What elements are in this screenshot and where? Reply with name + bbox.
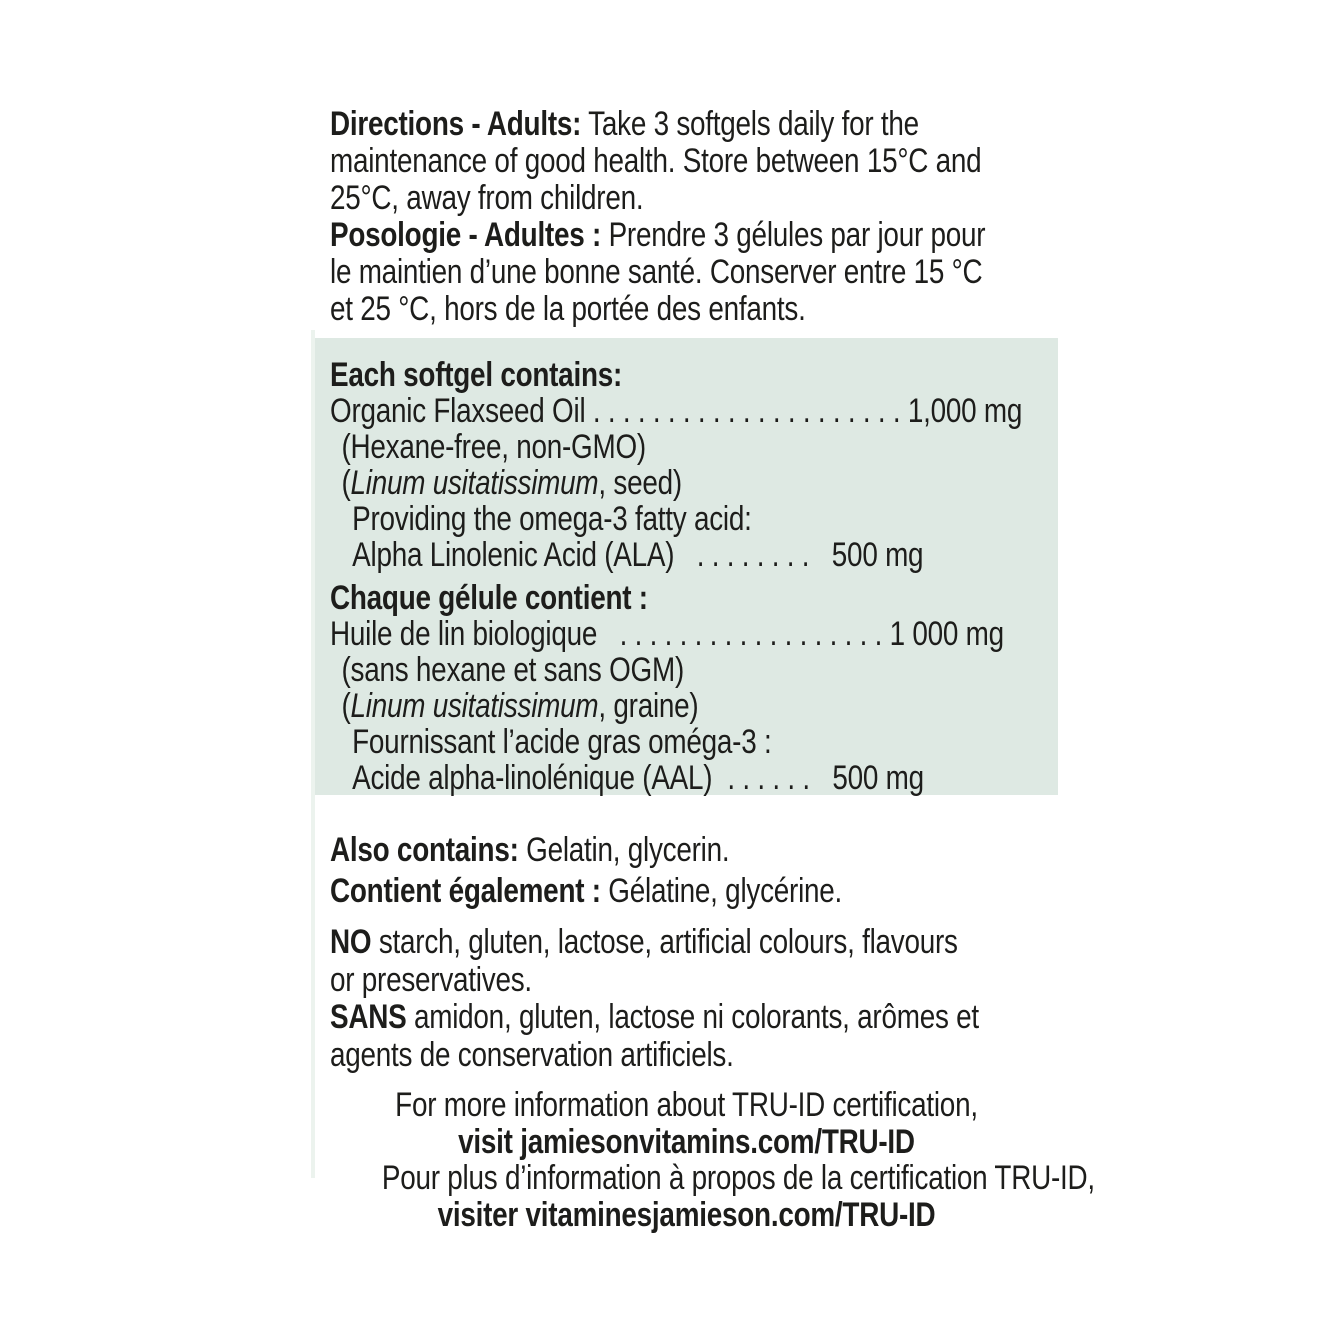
directions-fr-line-3: et 25 °C, hors de la portée des enfants. (330, 290, 806, 328)
also-contains-fr: Contient également : Gélatine, glycérine. (330, 872, 843, 910)
each-softgel-heading: Each softgel contains: (330, 356, 623, 394)
directions-text (330, 106, 985, 328)
truid-info-en: For more information about TRU-ID certification, (395, 1086, 978, 1124)
no-statement-en-line-1: NO starch, gluten, lactose, artificial colours, flavours (330, 923, 958, 961)
directions-en-line-3: 25°C, away from children. (330, 179, 644, 217)
allergen-free-text (330, 924, 979, 1074)
latin-name-en: (Linum usitatissimum, seed) (341, 464, 682, 502)
sans-hexane-note: (sans hexane et sans OGM) (341, 651, 684, 689)
directions-en-line-2: maintenance of good health. Store between 15°C and (330, 142, 982, 180)
directions-fr-line-2: le maintien d’une bonne santé. Conserver entre 15 °C (330, 253, 983, 291)
ala-row-fr: Acide alpha-linolénique (AAL) . . . . . . 500 mg (352, 759, 924, 797)
hexane-free-note: (Hexane-free, non-GMO) (341, 428, 646, 466)
truid-url-fr: visiter vitaminesjamieson.com/TRU-ID (437, 1196, 936, 1235)
providing-note-fr: Fournissant l’acide gras oméga-3 : (352, 723, 772, 761)
ingredients-panel (315, 338, 1058, 795)
no-statement-fr-line-1: SANS amidon, gluten, lactose ni colorants, arômes et (330, 998, 979, 1037)
directions-fr-line-1: Posologie - Adultes : Prendre 3 gélules par jour pour (330, 216, 986, 254)
ala-row-en: Alpha Linolenic Acid (ALA) . . . . . . . . 500 mg (352, 536, 924, 574)
also-contains-en: Also contains: Gelatin, glycerin. (330, 831, 730, 869)
chaque-gelule-heading: Chaque gélule contient : (330, 579, 648, 617)
truid-info-text (381, 1086, 1095, 1235)
huile-lin-row: Huile de lin biologique . . . . . . . . . . . . . . . . . . 1 000 mg (330, 615, 1004, 653)
truid-info-fr: Pour plus d’information à propos de la certification TRU-ID, (381, 1159, 1095, 1198)
no-statement-en-line-2: or preservatives. (330, 960, 532, 999)
ingredients-panel-text (330, 357, 1022, 796)
latin-name-fr: (Linum usitatissimum, graine) (341, 687, 699, 725)
flaxseed-oil-row: Organic Flaxseed Oil . . . . . . . . . . . . . . . . . . . . . 1,000 mg (330, 392, 1023, 430)
directions-en-line-1: Directions - Adults: Take 3 softgels daily for the (330, 105, 919, 143)
no-statement-fr-line-2: agents de conservation artificiels. (330, 1035, 734, 1074)
also-contains-text (330, 830, 842, 912)
providing-note-en: Providing the omega-3 fatty acid: (352, 500, 752, 538)
truid-url-en: visit jamiesonvitamins.com/TRU-ID (458, 1122, 915, 1161)
